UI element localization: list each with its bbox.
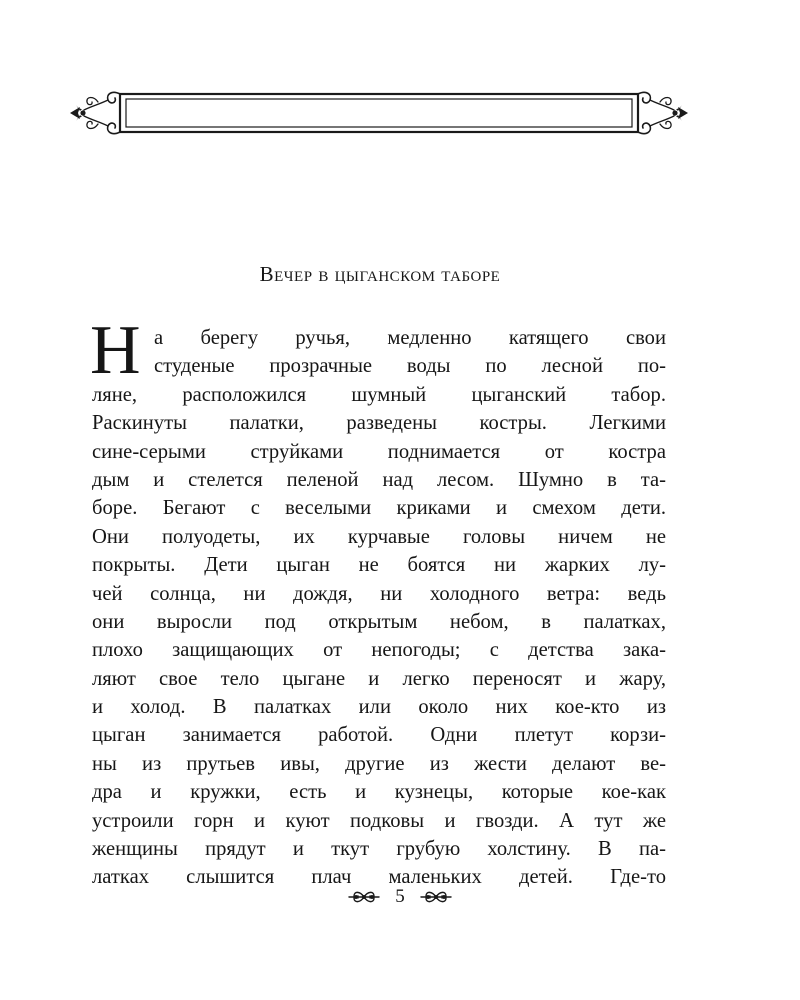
page-footer (300, 882, 500, 912)
chapter-title: Вечер в цыганском таборе (259, 262, 501, 286)
text-line: ляне, расположился шумный цыганский табор. (92, 383, 666, 406)
text-line: покрыты. Дети цыган не боятся ни жарких лу- (92, 554, 666, 577)
text-line: плохо защищающих от непогоды; с детства зака- (92, 639, 666, 662)
text-line: боре. Бегают с веселыми криками и смехом дети. (92, 497, 666, 520)
text-line: и холод. В палатках или около них кое-кто из (92, 696, 666, 719)
text-line: женщины прядут и ткут грубую холстину. В па- (92, 838, 666, 861)
text-line: устроили горн и куют подковы и гвозди. А тут же (92, 809, 666, 832)
text-line: ны из прутьев ивы, другие из жести делают ве- (92, 752, 666, 775)
right-fleuron-icon (419, 887, 453, 907)
drop-cap: Н (90, 312, 141, 389)
text-line: сине-серыми струйками поднимается от костра (92, 440, 666, 463)
left-fleuron-icon (347, 887, 381, 907)
text-line: Раскинуты палатки, разведены костры. Легкими (92, 412, 666, 435)
text-line: дым и стелется пеленой над лесом. Шумно в та- (92, 468, 666, 491)
text-line: цыган занимается работой. Одни плетут корзи- (92, 724, 666, 747)
text-line: чей солнца, ни дождя, ни холодного ветра: ведь (92, 582, 666, 605)
text-line: а берегу ручья, медленно катящего свои (154, 327, 666, 349)
body-text (90, 312, 666, 892)
text-line: они выросли под открытым небом, в палатках, (92, 610, 666, 633)
header-ornament-frame (68, 88, 690, 138)
text-line: латках слышится плач маленьких детей. Где-то (92, 866, 666, 889)
page-number: 5 (395, 886, 405, 907)
text-line: Они полуодеты, их курчавые головы ничем не (92, 525, 666, 548)
text-line: студеные прозрачные воды по лесной по- (154, 355, 666, 378)
text-line: ляют свое тело цыгане и легко переносят и жару, (92, 667, 666, 690)
text-line: дра и кружки, есть и кузнецы, которые кое-как (92, 781, 666, 804)
